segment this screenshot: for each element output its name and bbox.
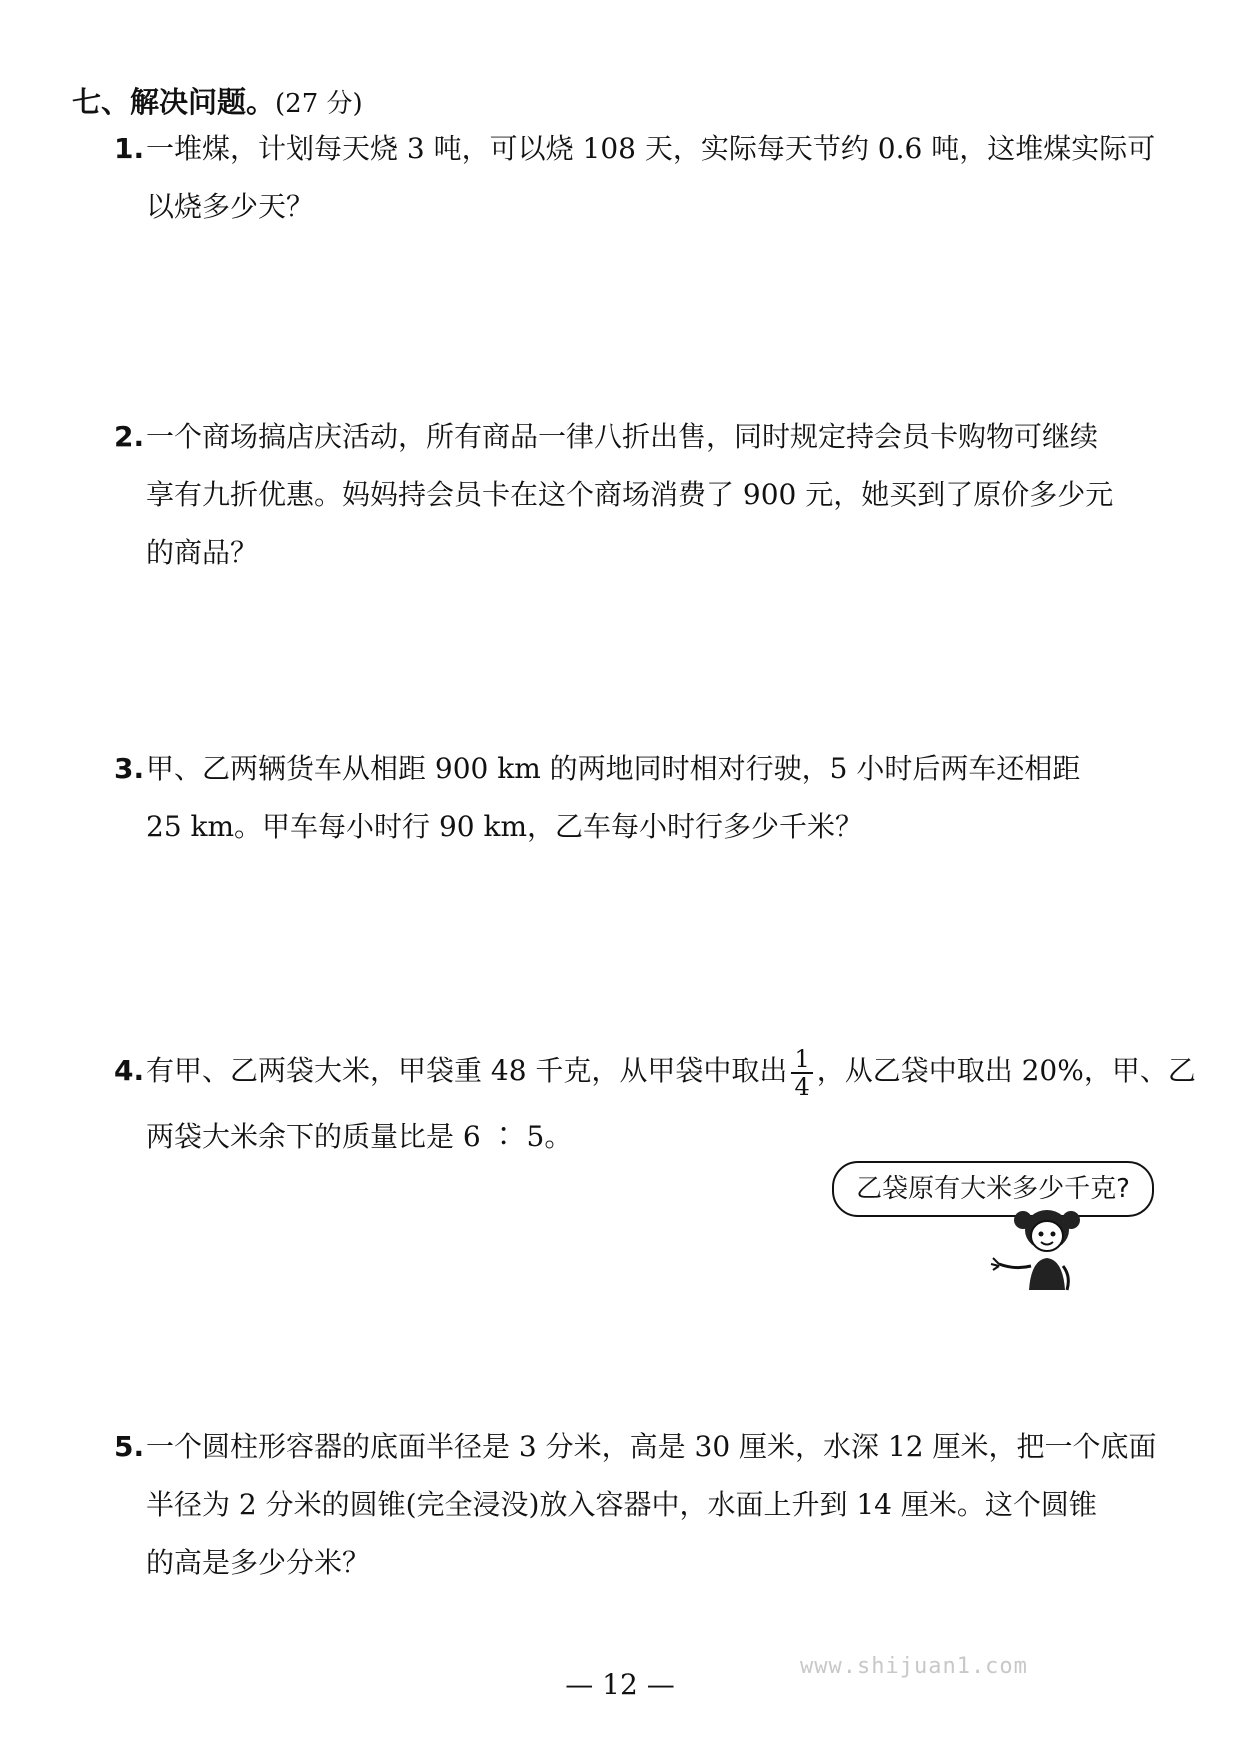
- problem-1: [114, 120, 1164, 236]
- problem-5: [114, 1418, 1164, 1592]
- problem-2: [114, 408, 1164, 582]
- problem-text-line: 25 km。甲车每小时行 90 km，乙车每小时行多少千米？: [146, 810, 863, 843]
- problem-4: [114, 1038, 1196, 1170]
- problem-text-line: 甲、乙两辆货车从相距 900 km 的两地同时相对行驶，5 小时后两车还相距: [146, 752, 1081, 785]
- girl-illustration-icon: [985, 1200, 1105, 1300]
- section-title: [72, 80, 363, 121]
- problem-number: 2.: [114, 420, 145, 453]
- problem-text-line: 两袋大米余下的质量比是 6 ∶ 5。: [146, 1120, 573, 1153]
- problem-number: 3.: [114, 752, 145, 785]
- problem-number: 5.: [114, 1430, 145, 1463]
- problem-text-line: 一个商场搞店庆活动，所有商品一律八折出售，同时规定持会员卡购物可继续: [146, 420, 1099, 453]
- fraction-numerator: 1: [791, 1046, 812, 1074]
- speech-bubble: 乙袋原有大米多少千克?: [832, 1161, 1154, 1217]
- problem-text-line: 半径为 2 分米的圆锥(完全浸没)放入容器中，水面上升到 14 厘米。这个圆锥: [146, 1488, 1097, 1521]
- problem-text-line: 一个圆柱形容器的底面半径是 3 分米，高是 30 厘米，水深 12 厘米，把一个底面: [146, 1430, 1157, 1463]
- problem-text-line: ，从乙袋中取出 20%，甲、乙: [816, 1054, 1196, 1087]
- watermark: www.shijuan1.com: [800, 1654, 1028, 1679]
- problem-text-line: 有甲、乙两袋大米，甲袋重 48 千克，从甲袋中取出: [146, 1054, 788, 1087]
- section-score: (27 分): [275, 89, 363, 119]
- problem-number: 4.: [114, 1054, 145, 1087]
- problem-text-line: 的商品？: [146, 536, 259, 569]
- problem-text-line: 一堆煤，计划每天烧 3 吨，可以烧 108 天，实际每天节约 0.6 吨，这堆煤实际可: [146, 132, 1156, 165]
- problem-text-line: 的高是多少分米？: [146, 1546, 371, 1579]
- section-heading: 七、解决问题。: [72, 85, 276, 119]
- problem-3: [114, 740, 1164, 856]
- problem-text-line: 享有九折优惠。妈妈持会员卡在这个商场消费了 900 元，她买到了原价多少元: [146, 478, 1114, 511]
- problem-text-line: 以烧多少天？: [146, 190, 315, 223]
- page-number: — 12 —: [565, 1668, 675, 1701]
- problem-number: 1.: [114, 132, 145, 165]
- fraction: [791, 1046, 812, 1100]
- fraction-denominator: 4: [794, 1072, 810, 1101]
